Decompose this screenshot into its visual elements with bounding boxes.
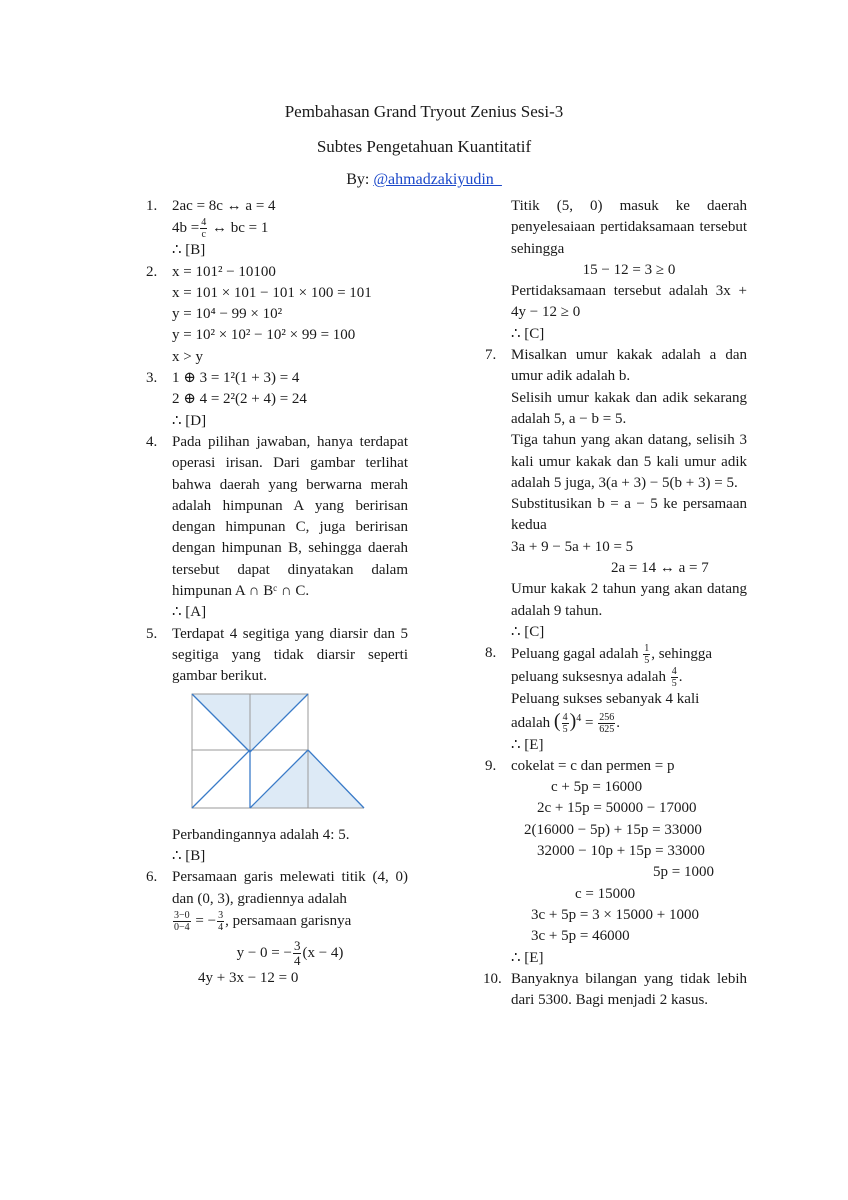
question-1 bbox=[146, 196, 408, 262]
page-title: Pembahasan Grand Tryout Zenius Sesi-3 bbox=[284, 102, 564, 121]
answer: ∴ [B] bbox=[172, 848, 206, 865]
equation-line: x = 101 × 101 − 101 × 100 = 101 bbox=[172, 284, 372, 301]
author-line bbox=[0, 171, 848, 189]
author-link[interactable]: @ahmadzakiyudin_ bbox=[373, 171, 502, 188]
equation-line: 3c + 5p = 3 × 15000 + 1000 bbox=[531, 906, 699, 923]
equation-line: c = 15000 bbox=[575, 885, 636, 902]
by-label: By: bbox=[346, 171, 370, 188]
question-7 bbox=[485, 345, 747, 643]
equation-line: 5p = 1000 bbox=[653, 864, 714, 881]
answer: ∴ [E] bbox=[511, 949, 544, 966]
explanation-text: cokelat = c dan permen = p bbox=[511, 757, 675, 774]
equation-line: 2 ⊕ 4 = 2²(2 + 4) = 24 bbox=[172, 391, 307, 408]
explanation-text: Peluang gagal adalah $\frac{1}{5}$ , sehingga bbox=[511, 643, 713, 667]
question-8 bbox=[485, 643, 747, 756]
question-2 bbox=[146, 262, 408, 368]
explanation-text: Substitusikan b = a − 5 ke persamaan kedua bbox=[511, 496, 747, 534]
question-number: 7. bbox=[485, 347, 497, 364]
explanation-text: peluang suksesnya adalah $\frac{4}{5}$ . bbox=[511, 666, 683, 690]
equation-line: 15 − 12 = 3 ≥ 0 bbox=[582, 261, 676, 278]
equation-line: adalah ( $\frac{4}{5}$ )$^4$ = $\frac{256}{625}$ . bbox=[511, 709, 620, 735]
question-10 bbox=[485, 969, 747, 1012]
equation-line: y = 10⁴ − 99 × 10² bbox=[172, 306, 283, 323]
page-subtitle: Subtes Pengetahuan Kuantitatif bbox=[316, 137, 532, 156]
equation-line: x > y bbox=[172, 348, 203, 365]
question-number: 10. bbox=[483, 970, 502, 987]
equation-line: 2(16000 − 5p) + 15p = 33000 bbox=[524, 821, 702, 838]
answer: ∴ [C] bbox=[511, 325, 545, 342]
gradient-line: $\frac{3-0}{0-4}$ = − $\frac{3}{4}$ , persamaan garisnya bbox=[174, 910, 352, 934]
answer: ∴ [A] bbox=[172, 604, 207, 621]
question-number: 5. bbox=[146, 625, 158, 642]
explanation-text: Terdapat 4 segitiga yang diarsir dan 5 segitiga yang tidak diarsir seperti gambar berikut. bbox=[172, 625, 408, 685]
question-number: 2. bbox=[146, 263, 158, 280]
equation-line: 4b = $\frac{4}{c}$ ↔ bc = 1 bbox=[172, 217, 269, 241]
equation-line: 2c + 15p = 50000 − 17000 bbox=[537, 800, 697, 817]
equation-line: 2ac = 8c ↔ a = 4 bbox=[172, 198, 276, 214]
answer: ∴ [C] bbox=[511, 623, 545, 640]
question-6-continued bbox=[485, 196, 747, 345]
question-number: 3. bbox=[146, 370, 158, 387]
answer: ∴ [B] bbox=[172, 242, 206, 259]
question-number: 8. bbox=[485, 645, 497, 662]
equation-line: 3a + 9 − 5a + 10 = 5 bbox=[511, 538, 634, 555]
equation-line: 2a = 14 ↔ a = 7 bbox=[611, 560, 709, 577]
question-9 bbox=[485, 756, 747, 969]
left-column bbox=[146, 196, 408, 989]
equation-line: c + 5p = 16000 bbox=[551, 779, 643, 796]
explanation-text: Tiga tahun yang akan datang, selisih 3 kali umur kakak dan 5 kali umur adik adalah 5 juga, 3(a + 3) − 5(b + 3) = 5. bbox=[511, 432, 747, 491]
equation-line: 32000 − 10p + 15p = 33000 bbox=[537, 843, 705, 860]
equation-line: y − 0 = − $\frac{3}{4}$ (x − 4) bbox=[236, 938, 344, 969]
equation-line: y = 10² × 10² − 10² × 99 = 100 bbox=[172, 327, 356, 344]
question-number: 1. bbox=[146, 198, 158, 214]
explanation-text: Peluang sukses sebanyak 4 kali bbox=[511, 691, 700, 708]
question-number: 6. bbox=[146, 869, 158, 886]
ratio-text: Perbandingannya adalah 4: 5. bbox=[172, 826, 350, 843]
question-number: 4. bbox=[146, 433, 158, 450]
explanation-text: Persamaan garis melewati titik (4, 0) dan (0, 3), gradiennya adalah bbox=[172, 869, 408, 907]
explanation-text: Selisih umur kakak dan adik sekarang adalah 5, a − b = 5. bbox=[511, 389, 747, 427]
question-6 bbox=[146, 867, 408, 989]
answer: ∴ [E] bbox=[511, 736, 544, 753]
explanation-text: Pertidaksamaan tersebut adalah 3x + 4y − 12 ≥ 0 bbox=[511, 283, 747, 321]
question-number: 9. bbox=[485, 757, 497, 774]
question-3 bbox=[146, 368, 408, 432]
explanation-text: Misalkan umur kakak adalah a dan umur adik adalah b. bbox=[511, 347, 747, 385]
explanation-text: Titik (5, 0) masuk ke daerah penyelesaiaan pertidaksamaan tersebut sehingga bbox=[511, 198, 747, 257]
explanation-text: Umur kakak 2 tahun yang akan datang adalah 9 tahun. bbox=[511, 581, 747, 619]
question-4 bbox=[146, 432, 408, 624]
triangle-figure bbox=[190, 692, 408, 819]
equation-line: x = 101² − 10100 bbox=[172, 263, 276, 280]
question-5 bbox=[146, 624, 408, 868]
right-column bbox=[485, 196, 747, 1011]
equation-line: 4y + 3x − 12 = 0 bbox=[198, 970, 299, 987]
answer: ∴ [D] bbox=[172, 412, 207, 429]
explanation-text: Pada pilihan jawaban, hanya terdapat operasi irisan. Dari gambar terlihat bahwa daerah yang berwarna merah adalah himpunan A yang beririsan dengan himpunan C, juga beririsan dengan himpunan B, sehingga daerah tersebut dapat dinyatakan dalam himpunan A ∩ Bᶜ ∩ C. bbox=[172, 433, 408, 600]
equation-line: 3c + 5p = 46000 bbox=[531, 928, 630, 945]
equation-line: 1 ⊕ 3 = 1²(1 + 3) = 4 bbox=[172, 370, 300, 387]
explanation-text: Banyaknya bilangan yang tidak lebih dari 5300. Bagi menjadi 2 kasus. bbox=[511, 970, 747, 1009]
